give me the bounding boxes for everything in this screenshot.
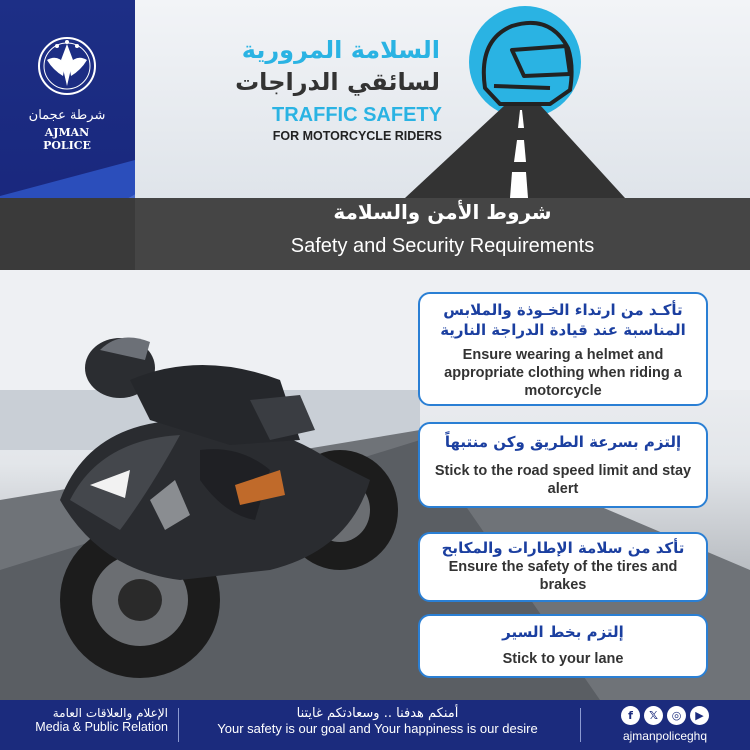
title-arabic-line1: السلامة المرورية <box>241 36 440 64</box>
tip-arabic: تأكد من سلامة الإطارات والمكابح <box>441 539 685 557</box>
banner-english-title: Safety and Security Requirements <box>290 235 595 257</box>
footer <box>0 700 750 750</box>
tip-english: Ensure wearing a helmet and appropriate clothing when riding a motorcycle <box>444 347 682 399</box>
police-emblem-icon <box>27 30 107 110</box>
logo-english-text: AJMAN POLICE <box>43 126 91 152</box>
social-handle[interactable]: ajmanpoliceghq <box>622 729 708 743</box>
x-icon[interactable]: 𝕏 <box>644 706 663 725</box>
tip-card-lane <box>418 614 708 678</box>
instagram-icon[interactable]: ◎ <box>667 706 686 725</box>
tip-card-tires <box>418 532 708 602</box>
title-english-line1: TRAFFIC SAFETY <box>272 104 442 126</box>
title-arabic-line2: لسائقي الدراجات <box>235 68 440 96</box>
footer-divider <box>178 708 179 742</box>
facebook-icon[interactable]: f <box>621 706 640 725</box>
tip-arabic: تأكـد من ارتداء الخـوذة والملابس المناسبة عند قيادة الدراجة النارية <box>440 301 686 339</box>
department-english: Media & Public Relation <box>35 720 168 734</box>
title-english-line2: FOR MOTORCYCLE RIDERS <box>272 129 442 143</box>
youtube-icon[interactable]: ▶ <box>690 706 709 725</box>
helmet-icon <box>484 23 572 104</box>
logo-arabic-text: شرطة عجمان <box>28 108 106 123</box>
banner-left-block <box>0 198 135 270</box>
tip-english: Ensure the safety of the tires and brakes <box>448 559 678 593</box>
slogan-english: Your safety is our goal and Your happiness is our desire <box>217 721 538 736</box>
footer-department <box>8 706 168 734</box>
banner-arabic-title: شروط الأمن والسلامة <box>333 200 552 224</box>
slogan-arabic: أمنكم هدفنا .. وسعادتكم غايتنا <box>296 706 459 721</box>
tip-english: Stick to the road speed limit and stay alert <box>434 463 692 497</box>
helmet-road-illustration <box>400 0 750 198</box>
footer-divider <box>580 708 581 742</box>
tip-arabic: إلتزم بسرعة الطريق وكن منتبهاً <box>444 433 682 451</box>
footer-social <box>590 706 740 743</box>
tip-arabic: إلتزم بخط السير <box>502 623 624 641</box>
footer-slogan <box>185 706 570 736</box>
ajman-police-logo <box>27 30 107 152</box>
tip-card-helmet <box>418 292 708 406</box>
tip-card-speed <box>418 422 708 508</box>
tip-english: Stick to your lane <box>502 651 624 667</box>
department-arabic: الإعلام والعلاقات العامة <box>52 706 168 720</box>
